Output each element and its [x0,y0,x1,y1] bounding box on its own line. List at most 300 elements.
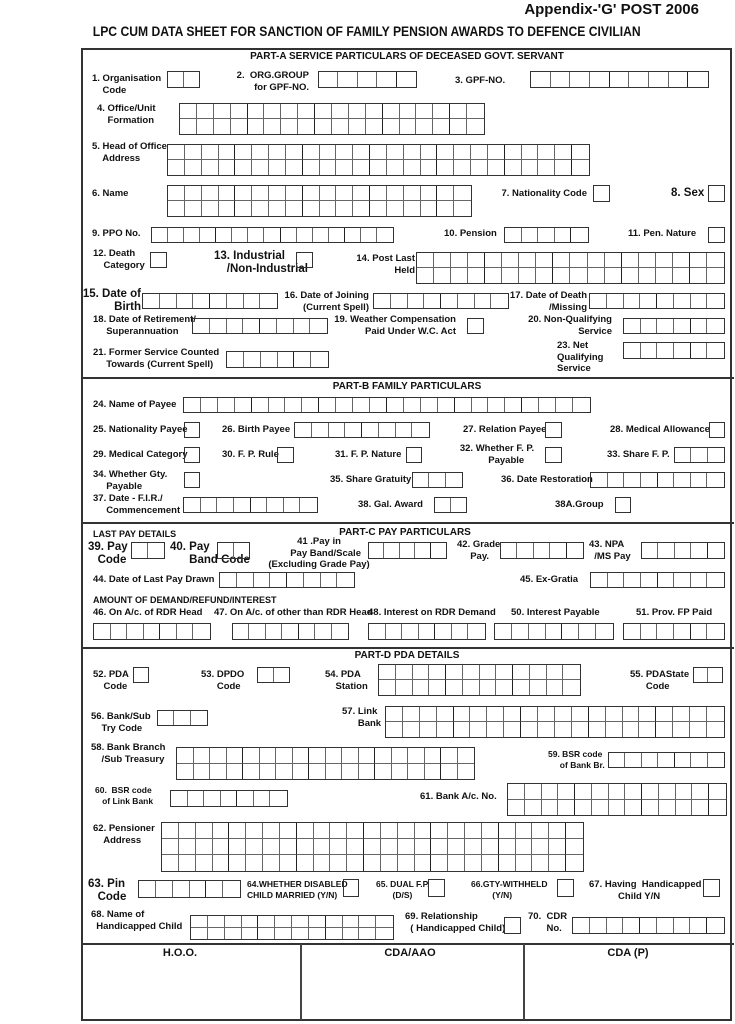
character-box[interactable] [398,839,415,855]
character-box[interactable] [387,186,404,201]
character-box[interactable] [547,680,564,695]
character-box[interactable] [295,423,312,437]
character-box[interactable] [547,665,564,680]
character-box[interactable] [673,707,690,722]
character-box[interactable] [530,665,547,680]
character-box[interactable] [387,145,404,160]
character-box[interactable] [359,916,376,928]
character-box[interactable] [347,855,364,871]
character-box[interactable] [429,880,444,896]
character-box[interactable] [413,665,430,680]
character-box[interactable] [194,764,211,780]
character-box[interactable] [467,119,484,134]
character-box[interactable] [566,855,583,871]
character-box[interactable] [709,784,726,800]
character-box[interactable] [201,498,218,512]
character-box[interactable] [454,186,471,201]
character-box[interactable] [179,823,196,839]
character-box[interactable] [708,753,724,767]
character-box[interactable] [386,707,403,722]
character-box[interactable] [639,707,656,722]
character-box[interactable] [485,268,502,283]
character-box[interactable] [251,498,268,512]
character-box[interactable] [413,473,429,487]
character-box[interactable] [538,145,555,160]
character-box[interactable] [408,748,425,764]
character-box[interactable] [553,253,570,268]
character-box[interactable] [143,294,160,308]
character-box[interactable] [379,423,396,437]
character-box[interactable] [326,748,343,764]
character-box[interactable] [252,186,269,201]
character-box[interactable] [208,928,225,940]
character-box[interactable] [532,823,549,839]
character-box[interactable] [434,268,451,283]
f42-input-boxes[interactable] [500,542,584,559]
character-box[interactable] [294,319,311,333]
character-box[interactable] [214,104,231,119]
character-box[interactable] [264,228,280,242]
character-box[interactable] [691,294,708,308]
character-box[interactable] [542,784,559,800]
character-box[interactable] [196,823,213,839]
character-box[interactable] [326,928,343,940]
character-box[interactable] [349,104,366,119]
character-box[interactable] [546,423,561,437]
character-box[interactable] [200,228,216,242]
character-box[interactable] [353,398,370,412]
character-box[interactable] [156,881,173,897]
character-box[interactable] [549,823,566,839]
character-box[interactable] [415,823,432,839]
character-box[interactable] [193,294,210,308]
character-box[interactable] [421,398,438,412]
character-box[interactable] [571,228,588,242]
f24-input-boxes[interactable] [183,397,591,413]
character-box[interactable] [404,186,421,201]
f13-input-boxes[interactable] [296,252,313,268]
character-box[interactable] [151,253,166,267]
character-box[interactable] [197,104,214,119]
character-box[interactable] [549,839,566,855]
character-box[interactable] [549,855,566,871]
character-box[interactable] [415,855,432,871]
character-box[interactable] [302,398,319,412]
character-box[interactable] [448,839,465,855]
character-box[interactable] [431,839,448,855]
character-box[interactable] [321,573,338,587]
character-box[interactable] [310,319,327,333]
character-box[interactable] [387,398,404,412]
character-box[interactable] [267,498,284,512]
character-box[interactable] [387,160,404,175]
character-box[interactable] [413,680,430,695]
character-box[interactable] [641,473,658,487]
character-box[interactable] [437,201,454,216]
f56-input-boxes[interactable] [157,710,208,726]
character-box[interactable] [434,253,451,268]
character-box[interactable] [315,119,332,134]
character-box[interactable] [336,201,353,216]
character-box[interactable] [314,839,331,855]
character-box[interactable] [454,201,471,216]
character-box[interactable] [530,680,547,695]
character-box[interactable] [657,624,674,639]
character-box[interactable] [391,294,408,308]
character-box[interactable] [185,186,202,201]
character-box[interactable] [193,624,210,639]
character-box[interactable] [206,881,223,897]
character-box[interactable] [415,543,430,558]
f10-input-boxes[interactable] [504,227,589,243]
character-box[interactable] [451,253,468,268]
character-box[interactable] [298,104,315,119]
f20-input-boxes[interactable] [623,318,725,334]
character-box[interactable] [674,573,691,587]
character-box[interactable] [342,764,359,780]
character-box[interactable] [229,855,246,871]
character-box[interactable] [204,791,221,806]
character-box[interactable] [312,423,329,437]
character-box[interactable] [286,145,303,160]
character-box[interactable] [433,119,450,134]
character-box[interactable] [386,722,403,737]
f21-input-boxes[interactable] [226,351,329,368]
character-box[interactable] [309,748,326,764]
character-box[interactable] [218,543,234,558]
character-box[interactable] [451,498,467,512]
character-box[interactable] [536,268,553,283]
character-box[interactable] [208,916,225,928]
character-box[interactable] [314,823,331,839]
character-box[interactable] [642,753,658,767]
character-box[interactable] [184,228,200,242]
character-box[interactable] [243,319,260,333]
character-box[interactable] [364,839,381,855]
character-box[interactable] [659,800,676,816]
f11-input-boxes[interactable] [708,227,725,243]
character-box[interactable] [470,707,487,722]
f55-input-boxes[interactable] [693,667,723,683]
character-box[interactable] [567,543,583,558]
character-box[interactable] [657,319,674,333]
character-box[interactable] [177,764,194,780]
character-box[interactable] [179,839,196,855]
character-box[interactable] [286,186,303,201]
f50-input-boxes[interactable] [494,623,614,640]
character-box[interactable] [669,72,689,87]
character-box[interactable] [280,855,297,871]
character-box[interactable] [269,186,286,201]
f26-input-boxes[interactable] [294,422,430,438]
character-box[interactable] [276,764,293,780]
character-box[interactable] [398,823,415,839]
character-box[interactable] [168,228,184,242]
character-box[interactable] [690,268,707,283]
f4-input-boxes[interactable] [179,103,485,135]
f29-input-boxes[interactable] [184,447,200,463]
character-box[interactable] [252,398,269,412]
character-box[interactable] [690,722,707,737]
character-box[interactable] [691,543,707,558]
f5-input-boxes[interactable] [167,144,590,176]
character-box[interactable] [605,253,622,268]
character-box[interactable] [546,624,563,639]
character-box[interactable] [381,823,398,839]
character-box[interactable] [281,104,298,119]
f63-input-boxes[interactable] [138,880,241,898]
character-box[interactable] [320,186,337,201]
character-box[interactable] [624,343,641,358]
character-box[interactable] [710,423,724,437]
character-box[interactable] [538,722,555,737]
character-box[interactable] [522,160,539,175]
character-box[interactable] [707,294,724,308]
character-box[interactable] [383,104,400,119]
character-box[interactable] [505,918,520,933]
character-box[interactable] [229,823,246,839]
character-box[interactable] [303,145,320,160]
character-box[interactable] [575,784,592,800]
character-box[interactable] [676,800,693,816]
character-box[interactable] [242,928,259,940]
character-box[interactable] [336,145,353,160]
character-box[interactable] [491,294,508,308]
character-box[interactable] [623,918,640,933]
character-box[interactable] [505,160,522,175]
character-box[interactable] [471,145,488,160]
f61-input-boxes[interactable] [507,783,727,816]
character-box[interactable] [625,800,642,816]
f15-input-boxes[interactable] [142,293,278,309]
character-box[interactable] [570,253,587,268]
f45-input-boxes[interactable] [590,572,725,588]
character-box[interactable] [280,823,297,839]
character-box[interactable] [177,294,194,308]
character-box[interactable] [168,201,185,216]
character-box[interactable] [281,228,297,242]
character-box[interactable] [315,624,331,639]
f60-input-boxes[interactable] [170,790,288,807]
character-box[interactable] [297,253,312,267]
character-box[interactable] [482,839,499,855]
character-box[interactable] [691,448,707,462]
character-box[interactable] [258,916,275,928]
character-box[interactable] [280,839,297,855]
character-box[interactable] [292,916,309,928]
character-box[interactable] [359,748,376,764]
character-box[interactable] [437,722,454,737]
character-box[interactable] [387,201,404,216]
character-box[interactable] [232,228,248,242]
character-box[interactable] [258,668,274,682]
character-box[interactable] [190,881,207,897]
character-box[interactable] [550,543,566,558]
f27-input-boxes[interactable] [545,422,562,438]
character-box[interactable] [152,228,168,242]
character-box[interactable] [465,855,482,871]
character-box[interactable] [223,881,240,897]
character-box[interactable] [403,707,420,722]
character-box[interactable] [249,624,265,639]
f38a-input-boxes[interactable] [615,497,631,513]
character-box[interactable] [480,680,497,695]
character-box[interactable] [217,498,234,512]
character-box[interactable] [320,145,337,160]
character-box[interactable] [624,573,641,587]
character-box[interactable] [546,448,561,462]
character-box[interactable] [441,748,458,764]
character-box[interactable] [366,119,383,134]
character-box[interactable] [260,748,277,764]
character-box[interactable] [185,160,202,175]
character-box[interactable] [465,823,482,839]
character-box[interactable] [111,624,128,639]
character-box[interactable] [202,160,219,175]
character-box[interactable] [160,294,177,308]
character-box[interactable] [674,624,691,639]
character-box[interactable] [482,855,499,871]
character-box[interactable] [470,722,487,737]
character-box[interactable] [605,268,622,283]
character-box[interactable] [375,748,392,764]
f53-input-boxes[interactable] [257,667,290,683]
character-box[interactable] [300,498,317,512]
character-box[interactable] [235,145,252,160]
f54-input-boxes[interactable] [378,664,581,696]
character-box[interactable] [707,473,724,487]
character-box[interactable] [379,680,396,695]
f12-input-boxes[interactable] [150,252,167,268]
character-box[interactable] [311,352,328,367]
character-box[interactable] [468,319,483,333]
character-box[interactable] [134,668,148,682]
character-box[interactable] [260,764,277,780]
character-box[interactable] [674,343,691,358]
character-box[interactable] [244,294,261,308]
character-box[interactable] [417,253,434,268]
character-box[interactable] [429,665,446,680]
character-box[interactable] [319,398,336,412]
character-box[interactable] [472,398,489,412]
character-box[interactable] [293,764,310,780]
character-box[interactable] [404,145,421,160]
character-box[interactable] [609,784,626,800]
character-box[interactable] [425,748,442,764]
character-box[interactable] [521,707,538,722]
character-box[interactable] [237,791,254,806]
character-box[interactable] [168,160,185,175]
character-box[interactable] [252,201,269,216]
character-box[interactable] [499,855,516,871]
character-box[interactable] [508,784,525,800]
character-box[interactable] [294,352,311,367]
character-box[interactable] [642,784,659,800]
character-box[interactable] [408,764,425,780]
character-box[interactable] [562,624,579,639]
character-box[interactable] [303,201,320,216]
character-box[interactable] [624,294,641,308]
character-box[interactable] [572,722,589,737]
character-box[interactable] [610,72,630,87]
character-box[interactable] [641,624,658,639]
character-box[interactable] [657,294,674,308]
character-box[interactable] [383,119,400,134]
f59-input-boxes[interactable] [608,752,725,768]
character-box[interactable] [332,624,348,639]
character-box[interactable] [639,268,656,283]
character-box[interactable] [298,119,315,134]
character-box[interactable] [529,624,546,639]
character-box[interactable] [188,791,205,806]
character-box[interactable] [709,186,724,201]
character-box[interactable] [420,707,437,722]
character-box[interactable] [588,253,605,268]
character-box[interactable] [248,104,265,119]
f3-input-boxes[interactable] [530,71,709,88]
f8-input-boxes[interactable] [708,185,725,202]
character-box[interactable] [517,543,533,558]
character-box[interactable] [624,624,641,639]
character-box[interactable] [162,855,179,871]
character-box[interactable] [420,722,437,737]
character-box[interactable] [692,800,709,816]
character-box[interactable] [276,748,293,764]
character-box[interactable] [403,722,420,737]
character-box[interactable] [227,748,244,764]
character-box[interactable] [538,228,555,242]
f6-input-boxes[interactable] [167,185,472,217]
character-box[interactable] [641,343,658,358]
character-box[interactable] [536,253,553,268]
character-box[interactable] [435,498,451,512]
character-box[interactable] [330,855,347,871]
character-box[interactable] [499,839,516,855]
character-box[interactable] [519,268,536,283]
character-box[interactable] [446,473,462,487]
character-box[interactable] [482,823,499,839]
character-box[interactable] [505,145,522,160]
character-box[interactable] [252,160,269,175]
character-box[interactable] [375,764,392,780]
character-box[interactable] [642,543,658,558]
character-box[interactable] [558,800,575,816]
character-box[interactable] [555,145,572,160]
character-box[interactable] [431,855,448,871]
character-box[interactable] [454,722,471,737]
character-box[interactable] [237,573,254,587]
character-box[interactable] [235,398,252,412]
character-box[interactable] [254,573,271,587]
character-box[interactable] [402,624,419,639]
character-box[interactable] [590,294,607,308]
character-box[interactable] [229,839,246,855]
character-box[interactable] [496,680,513,695]
character-box[interactable] [592,784,609,800]
character-box[interactable] [397,72,416,87]
character-box[interactable] [691,343,708,358]
f30-input-boxes[interactable] [277,447,294,463]
character-box[interactable] [326,764,343,780]
character-box[interactable] [269,160,286,175]
character-box[interactable] [591,473,608,487]
character-box[interactable] [180,104,197,119]
character-box[interactable] [278,448,293,462]
character-box[interactable] [297,839,314,855]
character-box[interactable] [707,707,724,722]
character-box[interactable] [468,253,485,268]
character-box[interactable] [639,722,656,737]
